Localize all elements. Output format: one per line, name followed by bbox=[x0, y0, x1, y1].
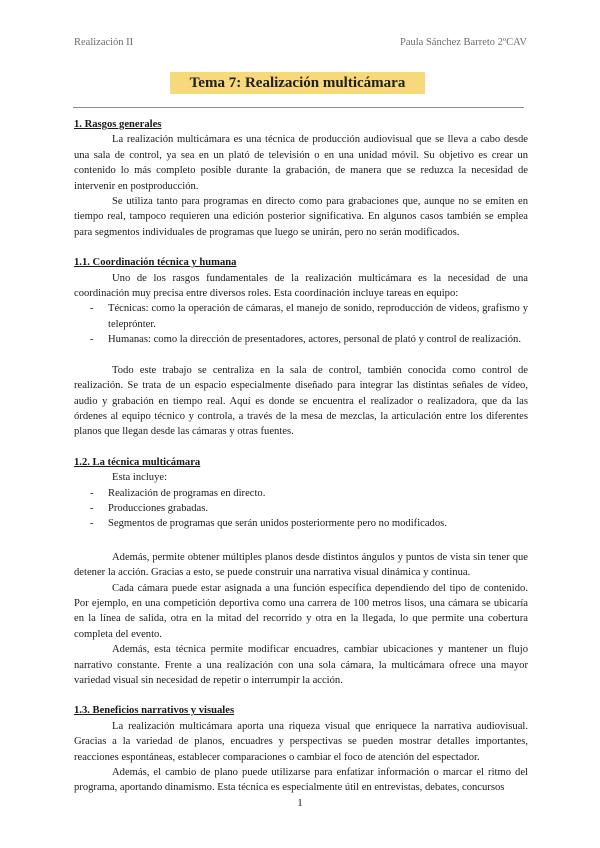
page-number: 1 bbox=[297, 797, 303, 809]
paragraph: La realización multicámara es una técnica de producción audiovisual que se lleva a cabo desde una sala de control, ya sea en un plató de televisión o en una unidad móvil. Su objetivo es crear un contenido lo más completo posible durante la grabación, de manera que se reduzca la necesidad de intervenir en postproducción. bbox=[74, 134, 528, 192]
paragraph: Además, esta técnica permite modificar encuadres, cambiar ubicaciones y mantener un flujo narrativo constante. Frente a una realización con una sola cámara, la multicámara ofrece una mayor variedad visual sin necesidad de repetir o interrumpir la acción. bbox=[74, 644, 528, 686]
section-heading-1-1: 1.1. Coordinación técnica y humana bbox=[74, 257, 237, 269]
paragraph: Todo este trabajo se centraliza en la sala de control, también conocida como control de realización. Se trata de un espacio especialmente diseñado para integrar las distintas señales de vídeo, audio y grabación en tiempo real. Aquí es donde se encuentra el realizador o realizadora, que da las órdenes al equipo técnico y controla, a través de la mesa de mezclas, la articulación entre los diferentes planos que llegan desde las cámaras y otras fuentes. bbox=[74, 364, 528, 438]
section-heading-1-3: 1.3. Beneficios narrativos y visuales bbox=[74, 705, 235, 717]
section-heading-1: 1. Rasgos generales bbox=[74, 119, 162, 130]
paragraph: Uno de los rasgos fundamentales de la realización multicámara es la necesidad de una coordinación muy precisa entre diversos roles. Esta coordinación incluye tareas en equipo: bbox=[74, 272, 528, 300]
list-item: - Humanas: como la dirección de presentadores, actores, personal de plató y control de realización. bbox=[74, 332, 528, 347]
paragraph: Esta incluye: bbox=[112, 472, 168, 484]
header-author: Paula Sánchez Barreto 2ºCAV bbox=[400, 37, 527, 48]
paragraph: Además, el cambio de plano puede utilizarse para enfatizar información o marcar el ritmo del programa, aportando dinamismo. Esta técnica es especialmente útil en entrevistas, debates, concursos bbox=[74, 767, 528, 794]
header-course: Realización II bbox=[74, 37, 134, 48]
paragraph: Se utiliza tanto para programas en directo como para grabaciones que, aunque no se emiten en tiempo real, tampoco requieren una edición posterior significativa. En algunos casos también se emplea para segmentos individuales de programas que luego se unirán, pero no serán modificados. bbox=[74, 196, 528, 238]
dash-list bbox=[74, 486, 528, 532]
list-item: - Técnicas: como la operación de cámaras, el manejo de sonido, reproducción de videos, grafismo y teleprónter. bbox=[74, 301, 528, 332]
list-item: - Realización de programas en directo. bbox=[74, 486, 528, 501]
list-item: - Producciones grabadas. bbox=[74, 501, 528, 516]
section-heading-1-2: 1.2. La técnica multicámara bbox=[74, 456, 201, 468]
list-item: - Segmentos de programas que serán unidos posteriormente pero no modificados. bbox=[74, 516, 528, 531]
paragraph: La realización multicámara aporta una riqueza visual que enriquece la narrativa audiovisual. Gracias a la variedad de planos, encuadres y perspectivas se pueden mostrar detalles importantes, reacciones espontáneas, establecer comparaciones o cambiar el foco de atención del espectador. bbox=[74, 720, 528, 763]
paragraph: Además, permite obtener múltiples planos desde distintos ángulos y puntos de vista sin tener que detener la acción. Gracias a esto, se puede construir una narrativa visual dinámica y continua. bbox=[74, 551, 528, 579]
paragraph: Cada cámara puede estar asignada a una función específica dependiendo del tipo de contenido. Por ejemplo, en una competición deportiva como una carrera de 100 metros lisos, una cámara se ubicaría en la línea de salida, otra en la mitad del recorrido y otra en la llegada, lo que permite una cobertura completa del evento. bbox=[74, 582, 528, 640]
document-body bbox=[74, 117, 528, 796]
dash-list bbox=[74, 301, 528, 347]
page-title: Tema 7: Realización multicámara bbox=[170, 72, 425, 94]
title-divider bbox=[73, 107, 524, 108]
